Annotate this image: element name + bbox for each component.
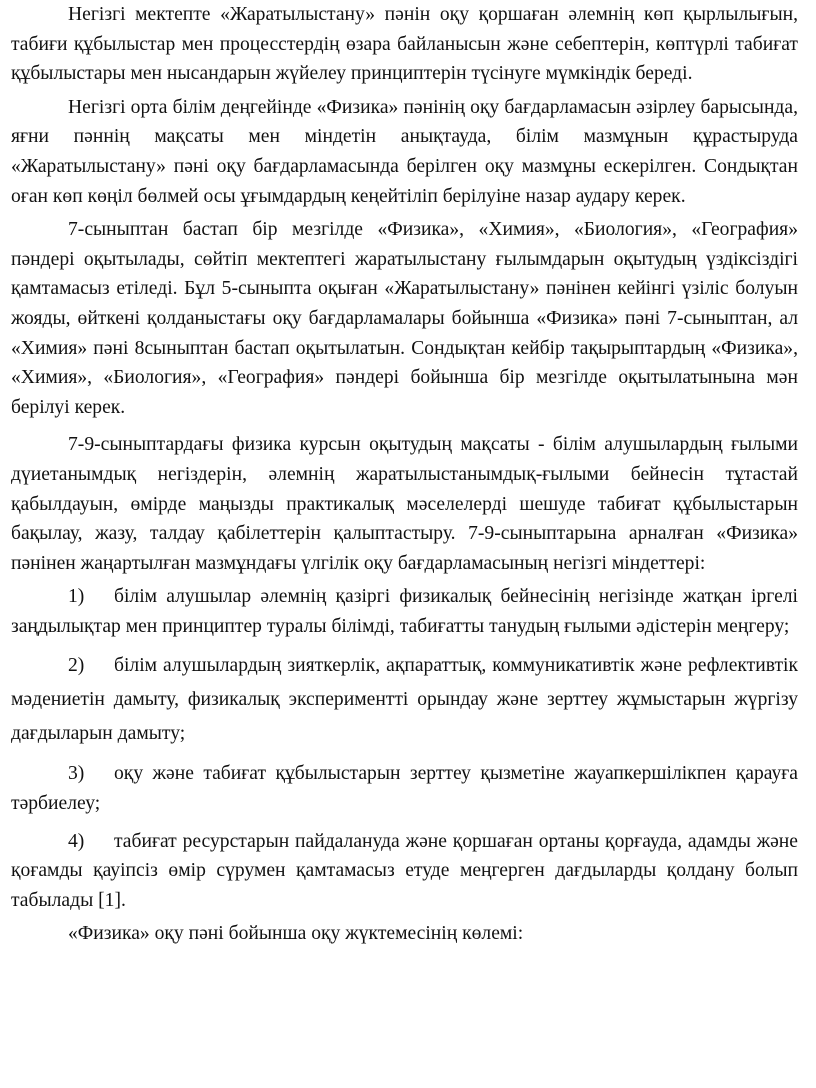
list-item-number: 4) [68,830,85,852]
list-item-text: табиғат ресурстарын пайдалануда және қоршаған ортаны қорғауда, адамды және қоғамды қауіпсіз өмір сүрумен қамтамасыз етуде меңгерген дағдыларды қолдану болып табылады [1]. [11,830,798,911]
list-item [11,759,798,818]
list-item-number: 1) [68,586,85,608]
paragraph-closing: «Физика» оқу пәні бойынша оқу жүктемесінің көлемі: [68,923,524,945]
list-item [11,827,798,916]
paragraph-intro: Негізгі мектепте «Жаратылыстану» пәнін оқу қоршаған әлемнің көп қырлылығын, табиғи құбылыстар мен процесстердің өзара байланысын және себептерін, көптүрлі табиғат құбылыстары мен нысандарын жүйелеу принциптерін түсінуге мүмкіндік береді. [11,4,798,85]
list-item [11,649,798,751]
list-item-number: 3) [68,763,85,785]
paragraph-physics-program: Негізгі орта білім деңгейінде «Физика» пәнінің оқу бағдарламасын әзірлеу барысында, яғни пәннің мақсаты мен міндетін анықтауда, білім мазмұнын құрастыруда «Жаратылыстану» пәні оқу бағдарламасында берілген оқу мазмұны ескерілген. Сондықтан оған көп көңіл бөлмей осы ұғымдардың кеңейтіліп берілуіне назар аудару керек. [11,96,798,207]
list-item-number: 2) [68,655,85,677]
list-item-text: білім алушылар әлемнің қазіргі физикалық бейнесінің негізінде жатқан іргелі заңдылықтар мен принциптер туралы білімді, табиғатты танудың ғылыми әдістерін меңгеру; [11,586,798,637]
paragraph-course-goal: 7-9-сыныптардағы физика курсын оқытудың мақсаты - білім алушылардың ғылыми дүиетанымдық негіздерін, әлемнің жаратылыстанымдық-ғылыми бейнесін тұтастай қабылдауын, өмірде маңызды практикалық мәселелерді шешуде табиғат құбылыстарын бақылау, жазу, талдау қабілеттерін қалыптастыру. 7-9-сыныптарына арналған «Физика» пәнінен жаңартылған мазмұндағы үлгілік оқу бағдарламасының негізгі міндеттері: [11,434,798,574]
list-item-text: оқу және табиғат құбылыстарын зерттеу қызметіне жауапкершілікпен қарауға тәрбиелеу; [11,763,798,815]
document-page [11,0,798,951]
paragraph-grade-7: 7-сыныптан бастап бір мезгілде «Физика», «Химия», «Биология», «География» пәндері оқытылады, сөйтіп мектептегі жаратылыстану ғылымдарын оқытудың үздіксіздігі қамтамасыз етіледі. Бұл 5-сыныпта оқыған «Жаратылыстану» пәнінен кейінгі үзіліс болуын жояды, өйткені қолданыстағы оқу бағдарламалары бойынша «Физика» пәні 7-сыныптан, ал «Химия» пәні 8сыныптан бастап оқытылатын. Сондықтан кейбір тақырыптардың «Физика», «Химия», «Биология», «География» пәндері бойынша бір мезгілде оқытылатынына мән берілуі керек. [11,219,798,418]
list-item [11,582,798,641]
list-item-text: білім алушылардың зияткерлік, ақпараттық, коммуникативтік және рефлективтік мәдениетін дамыту, физикалық экспериментті орындау және зерттеу жұмыстарын жүргізу дағдыларын дамыту; [11,655,798,745]
